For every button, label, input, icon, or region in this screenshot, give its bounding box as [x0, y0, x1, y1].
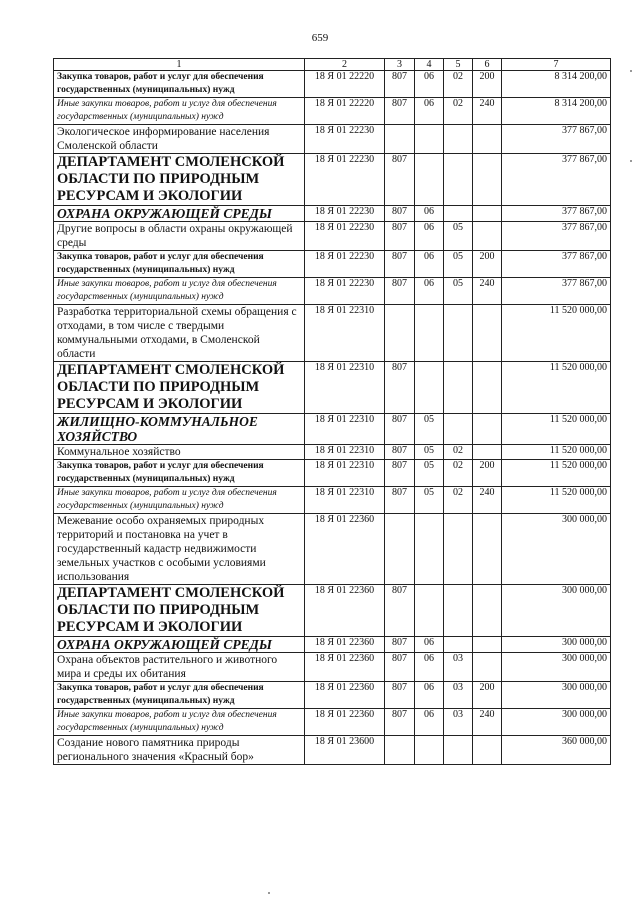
table-row — [54, 71, 611, 98]
scan-speck — [630, 160, 632, 162]
row-amount: 300 000,00 — [502, 653, 611, 682]
row-expense-type: 240 — [473, 487, 502, 514]
row-amount: 8 314 200,00 — [502, 98, 611, 125]
table-row — [54, 251, 611, 278]
row-section-code — [415, 736, 444, 765]
table-row — [54, 460, 611, 487]
row-expense-type — [473, 637, 502, 653]
row-grbs-code: 807 — [385, 222, 415, 251]
table-row — [54, 445, 611, 460]
row-section-code: 05 — [415, 487, 444, 514]
row-section-code: 06 — [415, 98, 444, 125]
row-section-code: 06 — [415, 278, 444, 305]
row-name: Разработка территориальной схемы обращения с отходами, в том числе с твердыми коммунальными отходами, в Смоленской области — [54, 305, 305, 362]
row-grbs-code: 807 — [385, 98, 415, 125]
row-subsection-code: 02 — [444, 71, 473, 98]
row-subsection-code: 02 — [444, 487, 473, 514]
row-grbs-code: 807 — [385, 585, 415, 637]
row-expense-type: 200 — [473, 71, 502, 98]
row-subsection-code: 02 — [444, 98, 473, 125]
row-section-code: 06 — [415, 637, 444, 653]
row-expense-type — [473, 736, 502, 765]
row-amount: 377 867,00 — [502, 251, 611, 278]
table-row — [54, 414, 611, 445]
row-subsection-code — [444, 154, 473, 206]
row-grbs-code: 807 — [385, 154, 415, 206]
row-section-code — [415, 362, 444, 414]
row-expense-type — [473, 514, 502, 585]
row-grbs-code — [385, 125, 415, 154]
row-expense-type: 200 — [473, 682, 502, 709]
row-name: Иные закупки товаров, работ и услуг для обеспечения государственных (муниципальных) нужд — [54, 709, 305, 736]
table-row — [54, 98, 611, 125]
row-expense-type — [473, 222, 502, 251]
table-row — [54, 487, 611, 514]
row-subsection-code — [444, 125, 473, 154]
row-name: Межевание особо охраняемых природных территорий и постановка на учет в государственный кадастр недвижимости земельных участков с особыми условиями использования — [54, 514, 305, 585]
row-name: Экологическое информирование населения Смоленской области — [54, 125, 305, 154]
row-target-article: 18 Я 01 22360 — [305, 653, 385, 682]
column-header: 4 — [415, 59, 444, 71]
row-target-article: 18 Я 01 22310 — [305, 414, 385, 445]
row-subsection-code: 05 — [444, 222, 473, 251]
row-target-article: 18 Я 01 22360 — [305, 709, 385, 736]
budget-table — [53, 58, 611, 765]
row-target-article: 18 Я 01 22230 — [305, 206, 385, 222]
column-header: 7 — [502, 59, 611, 71]
table-row — [54, 222, 611, 251]
row-name: Иные закупки товаров, работ и услуг для обеспечения государственных (муниципальных) нужд — [54, 98, 305, 125]
scan-speck — [630, 70, 632, 72]
row-name: Коммунальное хозяйство — [54, 445, 305, 460]
row-amount: 11 520 000,00 — [502, 362, 611, 414]
row-amount: 300 000,00 — [502, 585, 611, 637]
table-row — [54, 206, 611, 222]
row-target-article: 18 Я 01 22230 — [305, 222, 385, 251]
row-grbs-code: 807 — [385, 460, 415, 487]
row-section-code — [415, 514, 444, 585]
table-row — [54, 682, 611, 709]
row-grbs-code: 807 — [385, 206, 415, 222]
row-grbs-code: 807 — [385, 682, 415, 709]
row-section-code: 05 — [415, 414, 444, 445]
row-amount: 300 000,00 — [502, 514, 611, 585]
row-name: Закупка товаров, работ и услуг для обеспечения государственных (муниципальных) нужд — [54, 71, 305, 98]
row-subsection-code: 02 — [444, 460, 473, 487]
table-row — [54, 585, 611, 637]
row-expense-type — [473, 206, 502, 222]
row-grbs-code: 807 — [385, 653, 415, 682]
row-section-code: 06 — [415, 206, 444, 222]
row-target-article: 18 Я 01 22230 — [305, 154, 385, 206]
row-expense-type: 200 — [473, 460, 502, 487]
row-grbs-code: 807 — [385, 445, 415, 460]
row-target-article: 18 Я 01 22220 — [305, 71, 385, 98]
row-amount: 377 867,00 — [502, 278, 611, 305]
row-target-article: 18 Я 01 22360 — [305, 514, 385, 585]
row-amount: 11 520 000,00 — [502, 487, 611, 514]
row-subsection-code: 02 — [444, 445, 473, 460]
row-target-article: 18 Я 01 22230 — [305, 251, 385, 278]
row-subsection-code: 05 — [444, 278, 473, 305]
column-header: 3 — [385, 59, 415, 71]
row-name: ЖИЛИЩНО-КОММУНАЛЬНОЕ ХОЗЯЙСТВО — [54, 414, 305, 445]
row-target-article: 18 Я 01 22310 — [305, 460, 385, 487]
row-expense-type — [473, 445, 502, 460]
row-target-article: 18 Я 01 22310 — [305, 445, 385, 460]
row-name: Закупка товаров, работ и услуг для обеспечения государственных (муниципальных) нужд — [54, 460, 305, 487]
row-target-article: 18 Я 01 23600 — [305, 736, 385, 765]
table-row — [54, 125, 611, 154]
row-target-article: 18 Я 01 22220 — [305, 98, 385, 125]
row-subsection-code — [444, 514, 473, 585]
row-section-code: 06 — [415, 682, 444, 709]
row-grbs-code: 807 — [385, 251, 415, 278]
row-target-article: 18 Я 01 22360 — [305, 585, 385, 637]
table-row — [54, 653, 611, 682]
row-amount: 11 520 000,00 — [502, 305, 611, 362]
header-row — [54, 59, 611, 71]
row-name: Закупка товаров, работ и услуг для обеспечения государственных (муниципальных) нужд — [54, 682, 305, 709]
row-expense-type: 200 — [473, 251, 502, 278]
row-section-code: 06 — [415, 222, 444, 251]
row-amount: 11 520 000,00 — [502, 414, 611, 445]
table-row — [54, 709, 611, 736]
row-grbs-code — [385, 736, 415, 765]
row-section-code — [415, 125, 444, 154]
row-subsection-code: 03 — [444, 709, 473, 736]
row-expense-type: 240 — [473, 98, 502, 125]
row-amount: 360 000,00 — [502, 736, 611, 765]
row-expense-type — [473, 305, 502, 362]
row-target-article: 18 Я 01 22310 — [305, 305, 385, 362]
row-section-code — [415, 305, 444, 362]
row-name: ДЕПАРТАМЕНТ СМОЛЕНСКОЙ ОБЛАСТИ ПО ПРИРОДНЫМ РЕСУРСАМ И ЭКОЛОГИИ — [54, 154, 305, 206]
row-section-code: 05 — [415, 460, 444, 487]
row-subsection-code — [444, 305, 473, 362]
row-grbs-code: 807 — [385, 71, 415, 98]
row-subsection-code — [444, 206, 473, 222]
row-subsection-code: 05 — [444, 251, 473, 278]
row-expense-type — [473, 585, 502, 637]
column-header: 6 — [473, 59, 502, 71]
row-section-code: 06 — [415, 251, 444, 278]
row-target-article: 18 Я 01 22310 — [305, 487, 385, 514]
row-name: ДЕПАРТАМЕНТ СМОЛЕНСКОЙ ОБЛАСТИ ПО ПРИРОДНЫМ РЕСУРСАМ И ЭКОЛОГИИ — [54, 585, 305, 637]
row-target-article: 18 Я 01 22310 — [305, 362, 385, 414]
row-amount: 300 000,00 — [502, 682, 611, 709]
row-subsection-code — [444, 736, 473, 765]
row-expense-type — [473, 154, 502, 206]
row-grbs-code — [385, 514, 415, 585]
row-amount: 8 314 200,00 — [502, 71, 611, 98]
row-expense-type — [473, 653, 502, 682]
table-row — [54, 154, 611, 206]
row-amount: 300 000,00 — [502, 709, 611, 736]
column-header: 2 — [305, 59, 385, 71]
row-section-code: 06 — [415, 653, 444, 682]
row-name: ОХРАНА ОКРУЖАЮЩЕЙ СРЕДЫ — [54, 637, 305, 653]
row-name: Создание нового памятника природы регионального значения «Красный бор» — [54, 736, 305, 765]
row-subsection-code — [444, 585, 473, 637]
row-amount: 377 867,00 — [502, 154, 611, 206]
row-amount: 377 867,00 — [502, 206, 611, 222]
column-header: 5 — [444, 59, 473, 71]
row-target-article: 18 Я 01 22360 — [305, 682, 385, 709]
table-row — [54, 278, 611, 305]
row-amount: 377 867,00 — [502, 222, 611, 251]
row-grbs-code: 807 — [385, 487, 415, 514]
row-name: Иные закупки товаров, работ и услуг для обеспечения государственных (муниципальных) нужд — [54, 487, 305, 514]
row-target-article: 18 Я 01 22230 — [305, 278, 385, 305]
page-number: 659 — [311, 32, 329, 44]
row-amount: 300 000,00 — [502, 637, 611, 653]
table-row — [54, 305, 611, 362]
row-section-code: 06 — [415, 71, 444, 98]
row-expense-type — [473, 414, 502, 445]
row-amount: 11 520 000,00 — [502, 445, 611, 460]
row-subsection-code — [444, 362, 473, 414]
table-row — [54, 362, 611, 414]
row-grbs-code: 807 — [385, 278, 415, 305]
row-expense-type — [473, 125, 502, 154]
row-section-code: 05 — [415, 445, 444, 460]
row-section-code: 06 — [415, 709, 444, 736]
row-name: ДЕПАРТАМЕНТ СМОЛЕНСКОЙ ОБЛАСТИ ПО ПРИРОДНЫМ РЕСУРСАМ И ЭКОЛОГИИ — [54, 362, 305, 414]
row-subsection-code — [444, 414, 473, 445]
row-amount: 11 520 000,00 — [502, 460, 611, 487]
table-row — [54, 736, 611, 765]
row-subsection-code — [444, 637, 473, 653]
row-expense-type: 240 — [473, 709, 502, 736]
row-target-article: 18 Я 01 22230 — [305, 125, 385, 154]
scan-speck — [268, 892, 270, 894]
row-grbs-code: 807 — [385, 709, 415, 736]
row-target-article: 18 Я 01 22360 — [305, 637, 385, 653]
row-amount: 377 867,00 — [502, 125, 611, 154]
row-expense-type — [473, 362, 502, 414]
row-subsection-code: 03 — [444, 653, 473, 682]
row-name: Закупка товаров, работ и услуг для обеспечения государственных (муниципальных) нужд — [54, 251, 305, 278]
column-header: 1 — [54, 59, 305, 71]
row-section-code — [415, 154, 444, 206]
row-grbs-code: 807 — [385, 414, 415, 445]
table-row — [54, 514, 611, 585]
row-expense-type: 240 — [473, 278, 502, 305]
row-name: Иные закупки товаров, работ и услуг для обеспечения государственных (муниципальных) нужд — [54, 278, 305, 305]
row-grbs-code: 807 — [385, 637, 415, 653]
row-subsection-code: 03 — [444, 682, 473, 709]
row-name: Другие вопросы в области охраны окружающей среды — [54, 222, 305, 251]
row-grbs-code: 807 — [385, 362, 415, 414]
row-name: Охрана объектов растительного и животного мира и среды их обитания — [54, 653, 305, 682]
row-section-code — [415, 585, 444, 637]
row-name: ОХРАНА ОКРУЖАЮЩЕЙ СРЕДЫ — [54, 206, 305, 222]
row-grbs-code — [385, 305, 415, 362]
table-row — [54, 637, 611, 653]
